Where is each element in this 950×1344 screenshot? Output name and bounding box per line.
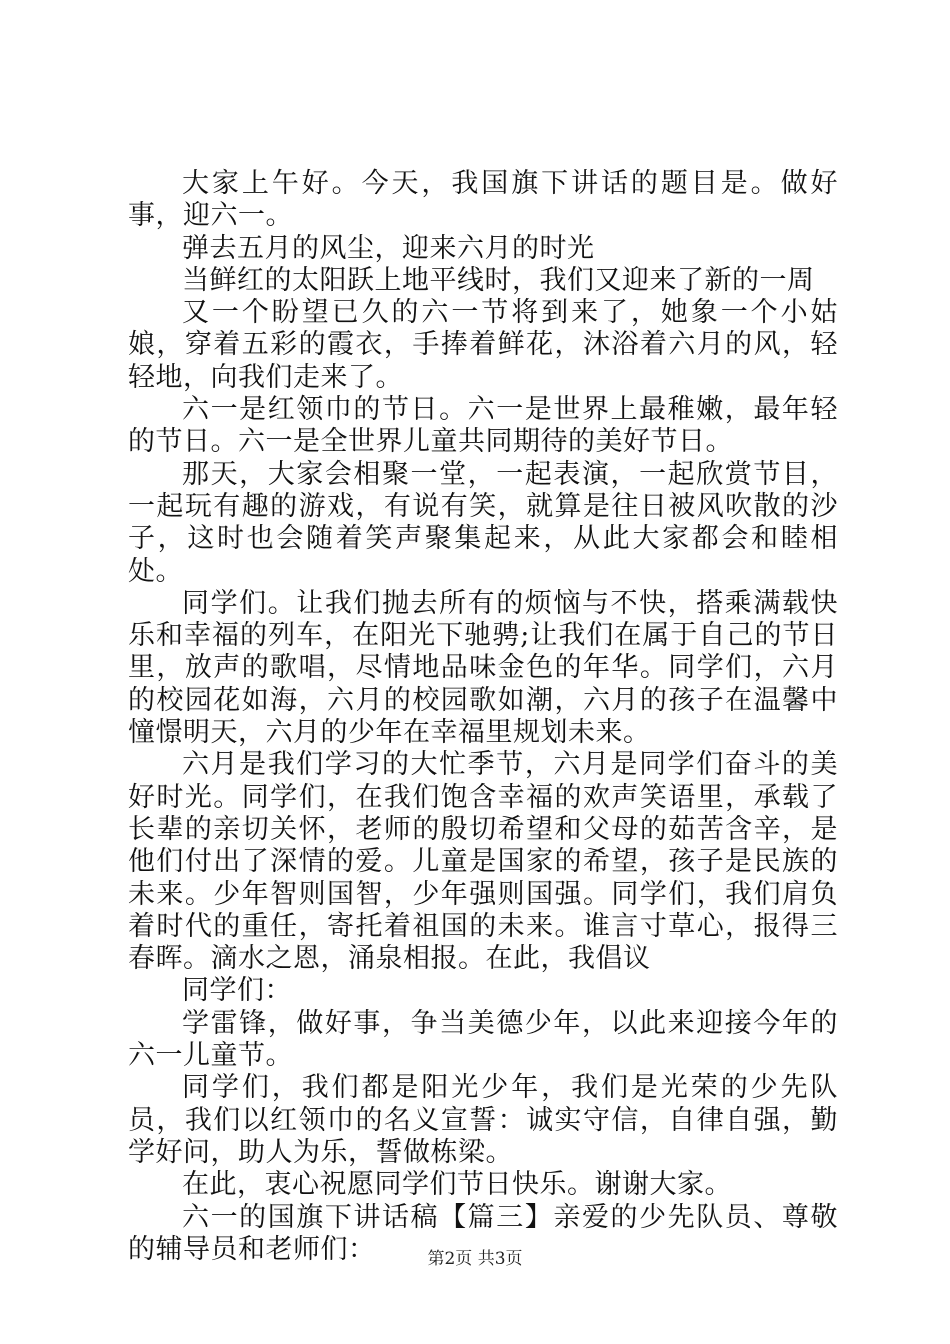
paragraph: 同学们，我们都是阳光少年，我们是光荣的少先队员，我们以红领巾的名义宣誓：诚实守信，自律自强，勤学好问，助人为乐，誓做栋梁。 [128, 1072, 838, 1168]
paragraph: 六一是红领巾的节日。六一是世界上最稚嫩，最年轻的节日。六一是全世界儿童共同期待的美好节日。 [128, 394, 838, 458]
paragraph: 同学们。让我们抛去所有的烦恼与不快，搭乘满载快乐和幸福的列车，在阳光下驰骋;让我们在属于自己的节日里，放声的歌唱，尽情地品味金色的年华。同学们，六月的校园花如海，六月的校园歌如潮，六月的孩子在温馨中憧憬明天，六月的少年在幸福里规划未来。 [128, 587, 838, 749]
paragraph: 同学们： [182, 975, 292, 1007]
page-number-footer: 第2页 共3页 [427, 1249, 523, 1269]
paragraph: 那天，大家会相聚一堂，一起表演，一起欣赏节目，一起玩有趣的游戏，有说有笑，就算是往日被风吹散的沙子，这时也会随着笑声聚集起来，从此大家都会和睦相处。 [128, 458, 838, 587]
paragraph: 六月是我们学习的大忙季节，六月是同学们奋斗的美好时光。同学们，在我们饱含幸福的欢声笑语里，承载了长辈的亲切关怀，老师的殷切希望和父母的茹苦含辛，是他们付出了深情的爱。儿童是国家的希望，孩子是民族的未来。少年智则国智，少年强则国强。同学们，我们肩负着时代的重任，寄托着祖国的未来。谁言寸草心，报得三春晖。滴水之恩，涌泉相报。在此，我倡议 [128, 749, 838, 975]
paragraph: 学雷锋，做好事，争当美德少年，以此来迎接今年的六一儿童节。 [128, 1007, 838, 1072]
paragraph: 弹去五月的风尘，迎来六月的时光 [182, 232, 595, 264]
paragraph: 当鲜红的太阳跃上地平线时，我们又迎来了新的一周 [182, 264, 815, 296]
paragraph: 大家上午好。今天，我国旗下讲话的题目是。做好事，迎六一。 [128, 168, 838, 232]
paragraph: 在此，衷心祝愿同学们节日快乐。谢谢大家。 [182, 1169, 732, 1201]
paragraph: 又一个盼望已久的六一节将到来了，她象一个小姑娘，穿着五彩的霞衣，手捧着鲜花，沐浴着六月的风，轻轻地，向我们走来了。 [128, 297, 838, 393]
paragraph: 六一的国旗下讲话稿【篇三】亲爱的少先队员、尊敬的辅导员和老师们： [128, 1201, 838, 1265]
document-body [128, 168, 838, 1266]
